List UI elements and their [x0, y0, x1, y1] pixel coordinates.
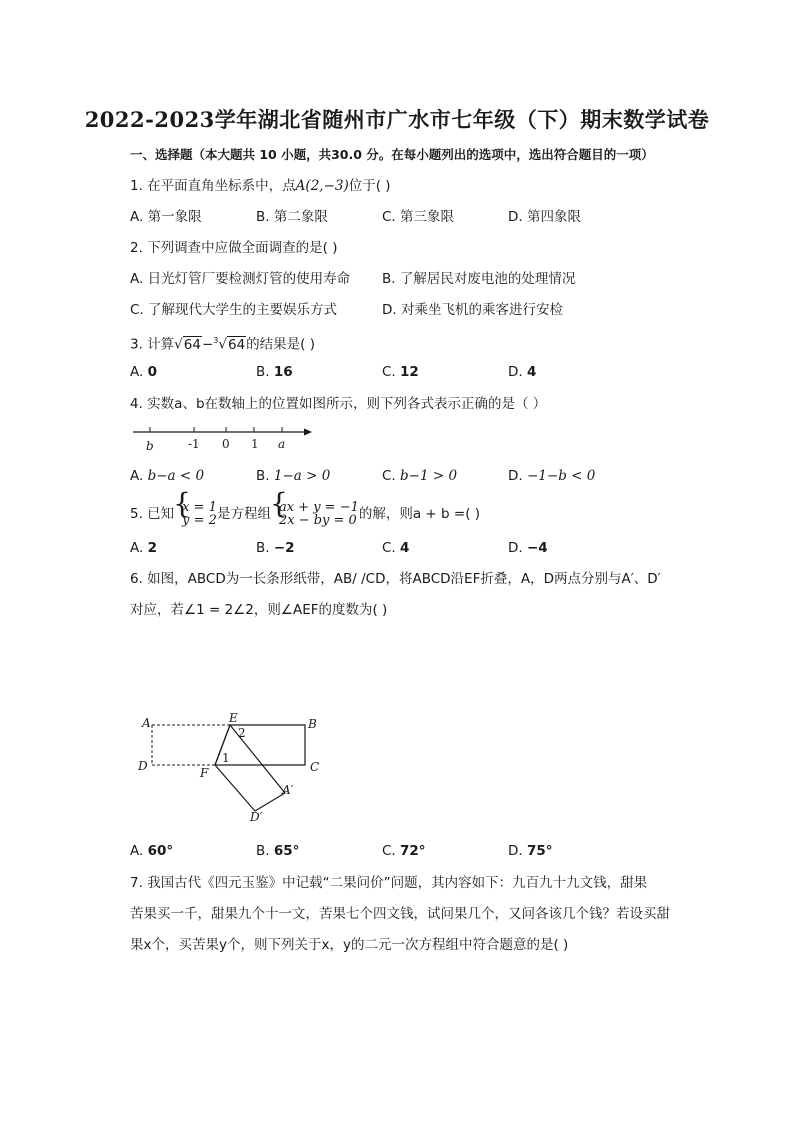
q2-option-b[interactable]: B. 了解居民对废电池的处理情况: [382, 271, 576, 287]
q6-option-d-label: D.: [508, 843, 527, 859]
question-5: [130, 500, 480, 528]
q5-text-a: 5. 已知: [130, 506, 175, 522]
q4-option-d[interactable]: [508, 466, 595, 486]
q1-text-a: 1. 在平面直角坐标系中，点: [130, 178, 296, 194]
q3-text-b: 的结果是( ): [246, 336, 315, 353]
label-minus-1: -1: [188, 437, 200, 451]
q3-option-b[interactable]: [256, 362, 293, 382]
q2-option-c[interactable]: C. 了解现代大学生的主要娱乐方式: [130, 302, 338, 318]
q5-option-a[interactable]: [130, 538, 157, 558]
q3-text-a: 3. 计算: [130, 336, 175, 353]
q5-option-a-value: 2: [147, 540, 157, 556]
q4-option-a-value: b−a < 0: [147, 468, 205, 484]
q5-option-b[interactable]: [256, 538, 295, 558]
fig-label-a: A: [142, 716, 151, 730]
q1-option-c[interactable]: C. 第三象限: [382, 209, 455, 225]
q5-sys2-eq1: { ax + y = −1: [278, 500, 359, 515]
fig-label-angle-2: 2: [238, 726, 246, 740]
fig-label-angle-1: 1: [222, 751, 230, 765]
q3-option-d-value: 4: [526, 364, 537, 380]
q6-option-c-value: 72°: [400, 843, 426, 859]
q3-radicand-1: 64: [183, 336, 201, 353]
q1-option-d[interactable]: D. 第四象限: [508, 209, 581, 225]
q5-option-b-value: −2: [273, 540, 295, 556]
q6-option-a-value: 60°: [147, 843, 174, 859]
q2-option-d[interactable]: D. 对乘坐飞机的乘客进行安检: [382, 302, 563, 318]
question-6-line-1: 6. 如图，ABCD为一长条形纸带，AB/ /CD，将ABCD沿EF折叠，A，D两点分别与A′、D′: [130, 571, 661, 587]
q6-option-a-label: A.: [130, 843, 148, 859]
q5-option-d[interactable]: [508, 538, 548, 558]
q5-sys1-eq2: y = 2: [182, 513, 217, 528]
q3-radicand-2: 64: [227, 336, 246, 353]
fig-label-a-prime: A′: [282, 783, 294, 797]
q4-option-a-label: A.: [130, 468, 148, 484]
q4-option-b-value: 1−a > 0: [273, 468, 331, 484]
fig-label-d-prime: D′: [250, 810, 263, 824]
question-2: 2. 下列调查中应做全面调查的是( ): [130, 240, 338, 256]
fig-label-e: E: [229, 711, 238, 725]
exam-title: 2022-2023学年湖北省随州市广水市七年级（下）期末数学试卷: [84, 107, 710, 132]
number-line-figure: [130, 420, 320, 456]
fig-label-b: B: [308, 717, 317, 731]
question-7-line-3: 果x个，买苦果y个，则下列关于x，y的二元一次方程组中符合题意的是( ): [130, 937, 569, 953]
label-b: b: [146, 439, 154, 453]
q6-option-a[interactable]: [130, 841, 173, 861]
q1-option-a[interactable]: A. 第一象限: [130, 209, 202, 225]
q5-option-c[interactable]: [382, 538, 409, 558]
q5-option-c-label: C.: [382, 540, 401, 556]
q5-system-1: [174, 501, 217, 527]
q3-option-a-label: A.: [130, 364, 148, 380]
fig-label-d: D: [138, 759, 148, 773]
label-0: 0: [222, 437, 230, 451]
folded-part: [215, 725, 285, 811]
q4-option-c-label: C.: [382, 468, 401, 484]
q3-option-d[interactable]: [508, 362, 536, 382]
q4-option-c[interactable]: [382, 466, 457, 486]
q5-text-c: 的解，则a + b =( ): [358, 506, 481, 522]
q6-option-b[interactable]: [256, 841, 299, 861]
section-header: 一、选择题（本大题共 10 小题，共30.0 分。在每小题列出的选项中，选出符合题目的一项）: [130, 147, 654, 162]
question-6-line-2: 对应，若∠1 = 2∠2，则∠AEF的度数为( ): [130, 602, 388, 618]
q6-option-d[interactable]: [508, 841, 553, 861]
q4-option-d-value: −1−b < 0: [526, 468, 596, 484]
q3-sqrt-sign: √: [174, 336, 183, 353]
question-7-line-1: 7. 我国古代《四元玉鉴》中记载“二果问价”问题，其内容如下：九百九十九文钱，甜果: [130, 875, 648, 891]
q3-cube-index: 3: [213, 336, 219, 345]
q3-option-a-value: 0: [147, 364, 157, 380]
fig-label-c: C: [310, 760, 320, 774]
q5-option-d-label: D.: [508, 540, 527, 556]
q2-option-a[interactable]: A. 日光灯管厂要检测灯管的使用寿命: [130, 271, 351, 287]
q1-option-b[interactable]: B. 第二象限: [256, 209, 328, 225]
q6-option-b-label: B.: [256, 843, 274, 859]
q5-option-c-value: 4: [400, 540, 410, 556]
q5-option-b-label: B.: [256, 540, 274, 556]
q1-point: A(2,−3): [295, 178, 349, 194]
number-line-arrow: [304, 429, 312, 436]
q4-option-d-label: D.: [508, 468, 527, 484]
q6-option-c-label: C.: [382, 843, 401, 859]
question-1: [130, 176, 391, 196]
q5-option-d-value: −4: [526, 540, 548, 556]
q5-sys1-eq1: { x = 1: [182, 500, 217, 515]
q3-option-c-value: 12: [400, 364, 419, 380]
q5-option-a-label: A.: [130, 540, 148, 556]
q6-option-b-value: 65°: [273, 843, 300, 859]
question-4: 4. 实数a、b在数轴上的位置如图所示，则下列各式表示正确的是（ ）: [130, 396, 547, 412]
q6-option-d-value: 75°: [526, 843, 553, 859]
q3-option-b-value: 16: [273, 364, 293, 380]
q4-option-a[interactable]: [130, 466, 204, 486]
q4-option-c-value: b−1 > 0: [400, 468, 458, 484]
q5-text-b: 是方程组: [216, 506, 271, 522]
q5-system-2: [271, 501, 359, 527]
q6-option-c[interactable]: [382, 841, 426, 861]
label-1: 1: [251, 437, 259, 451]
question-3: [130, 331, 315, 355]
q4-option-b-label: B.: [256, 468, 274, 484]
q5-sys2-eq2: 2x − by = 0: [278, 513, 357, 528]
q1-text-b: 位于( ): [348, 178, 391, 194]
q3-minus: −: [201, 336, 214, 353]
fig-label-f: F: [200, 766, 209, 780]
question-7-line-2: 苦果买一千，甜果九个十一文，苦果七个四文钱，试问果几个，又问各该几个钱？若设买甜: [130, 906, 670, 922]
q3-cbrt-sign: √: [218, 336, 227, 353]
q3-option-b-label: B.: [256, 364, 274, 380]
q3-option-d-label: D.: [508, 364, 527, 380]
q3-option-c-label: C.: [382, 364, 401, 380]
q4-option-b[interactable]: [256, 466, 330, 486]
folding-figure: [130, 705, 330, 835]
q3-option-c[interactable]: [382, 362, 419, 382]
label-a: a: [278, 437, 286, 451]
q3-option-a[interactable]: [130, 362, 157, 382]
